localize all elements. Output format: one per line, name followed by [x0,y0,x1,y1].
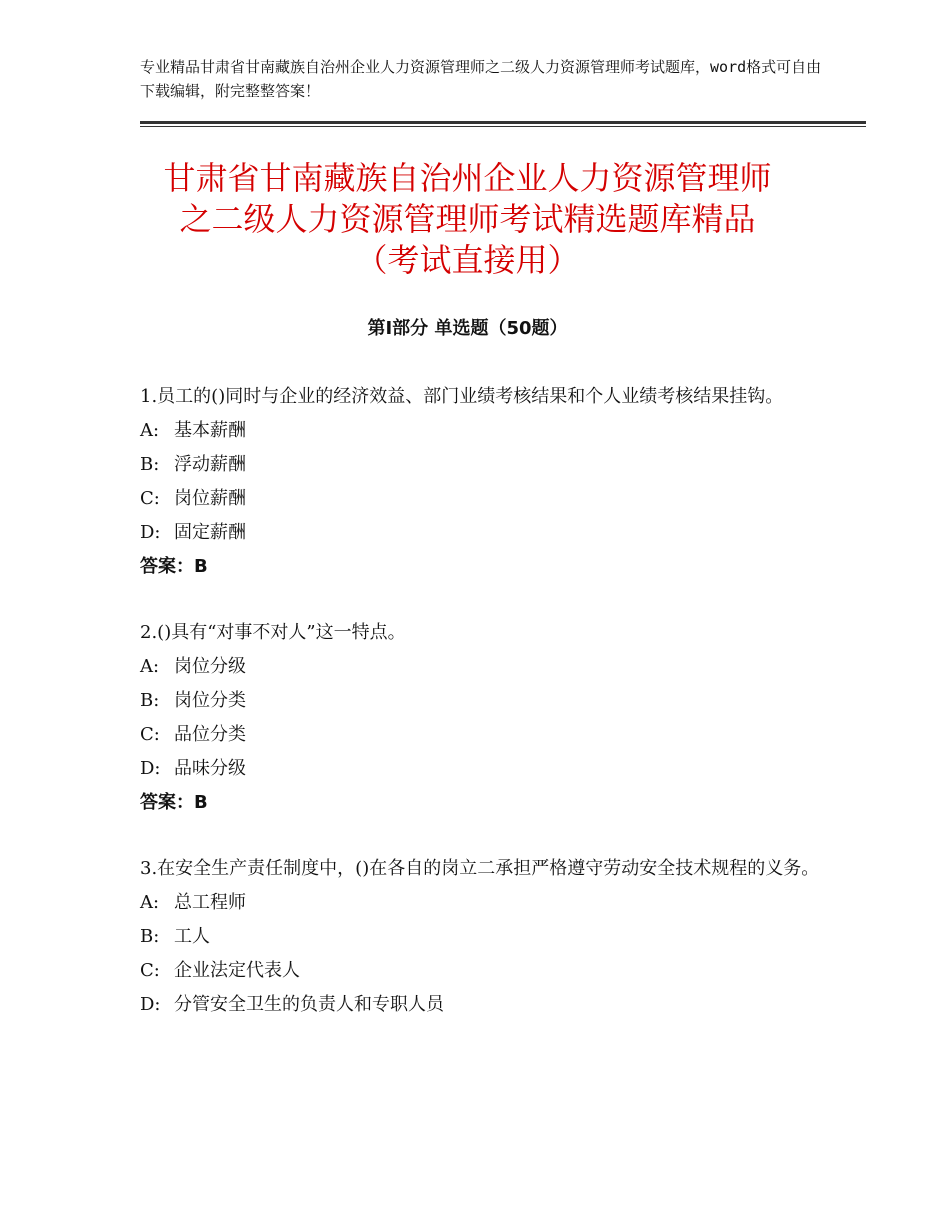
answer-value: B [194,792,208,813]
question-answer [140,786,820,820]
option-letter: D: [140,994,161,1015]
title-line-1: 甘肃省甘南藏族自治州企业人力资源管理师 [163,159,772,197]
option-text: 基本薪酬 [174,420,246,441]
question-stem: 3.在安全生产责任制度中，()在各自的岗立二承担严格遵守劳动安全技术规程的义务。 [140,858,820,879]
option-letter: B: [140,454,160,475]
option-letter: C: [140,488,160,509]
question-answer [140,550,820,584]
option-text: 岗位分类 [174,690,246,711]
question-option-b [140,684,820,718]
question-item [140,380,820,584]
header-note: 专业精品甘肃省甘南藏族自治州企业人力资源管理师之二级人力资源管理师考试题库，word格式可自由下载编辑，附完整整答案！ [140,58,822,100]
question-list [140,380,820,1054]
option-text: 固定薪酬 [174,522,246,543]
title-line-3: （考试直接用） [355,241,580,279]
question-option-b [140,920,820,954]
answer-label: 答案： [140,556,194,577]
option-text: 分管安全卫生的负责人和专职人员 [174,994,444,1015]
section-title: 第Ⅰ部分 单选题（50题） [367,318,568,339]
question-item [140,616,820,820]
answer-label: 答案： [140,792,194,813]
option-letter: A: [140,656,160,677]
question-option-c [140,954,820,988]
option-text: 企业法定代表人 [174,960,300,981]
question-option-b [140,448,820,482]
option-letter: B: [140,690,160,711]
document-title [100,158,835,281]
header-divider-thin [140,126,866,127]
question-option-a [140,886,820,920]
question-stem: 1.员工的()同时与企业的经济效益、部门业绩考核结果和个人业绩考核结果挂钩。 [140,386,784,407]
question-option-c [140,482,820,516]
option-letter: C: [140,724,160,745]
option-letter: D: [140,758,161,779]
option-text: 工人 [174,926,210,947]
question-option-d [140,516,820,550]
option-letter: A: [140,420,160,441]
option-text: 品位分类 [174,724,246,745]
option-letter: C: [140,960,160,981]
option-letter: D: [140,522,161,543]
question-option-d [140,752,820,786]
option-letter: A: [140,892,160,913]
header-divider-thick [140,121,866,124]
question-option-a [140,650,820,684]
option-text: 岗位分级 [174,656,246,677]
question-stem: 2.()具有“对事不对人”这一特点。 [140,622,406,643]
answer-value: B [194,556,208,577]
option-text: 浮动薪酬 [174,454,246,475]
question-option-c [140,718,820,752]
option-letter: B: [140,926,160,947]
option-text: 品味分级 [174,758,246,779]
question-option-a [140,414,820,448]
title-line-2: 之二级人力资源管理师考试精选题库精品 [179,200,756,238]
option-text: 总工程师 [174,892,246,913]
question-option-d [140,988,820,1022]
option-text: 岗位薪酬 [174,488,246,509]
question-item [140,852,820,1022]
